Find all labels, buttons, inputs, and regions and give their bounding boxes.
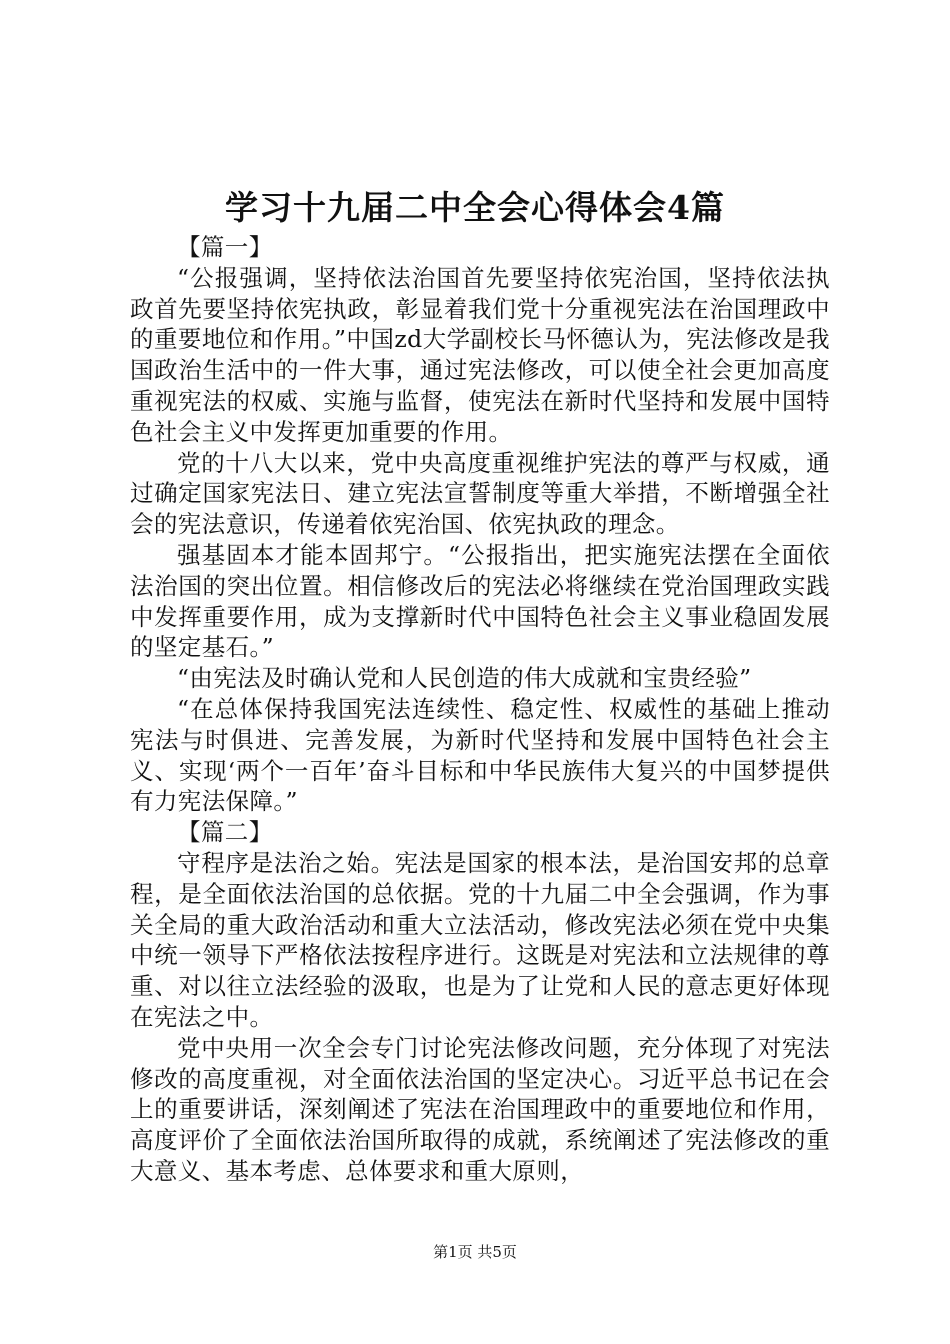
paragraph: 守程序是法治之始。宪法是国家的根本法，是治国安邦的总章程，是全面依法治国的总依据。党的十九届二中全会强调，作为事关全局的重大政治活动和重大立法活动，修改宪法必须在党中央集中统一领导下严格依法按程序进行。这既是对宪法和立法规律的尊重、对以往立法经验的汲取，也是为了让党和人民的意志更好体现在宪法之中。 [130, 848, 830, 1031]
paragraph: 强基固本才能本固邦宁。“公报指出，把实施宪法摆在全面依法治国的突出位置。相信修改后的宪法必将继续在党治国理政实践中发挥重要作用，成为支撑新时代中国特色社会主义事业稳固发展的坚定基石。” [130, 540, 830, 662]
paragraph: “在总体保持我国宪法连续性、稳定性、权威性的基础上推动宪法与时俱进、完善发展，为新时代坚持和发展中国特色社会主义、实现‘两个一百年’奋斗目标和中华民族伟大复兴的中国梦提供有力宪法保障。” [130, 694, 830, 816]
page-footer: 第1页 共5页 [433, 1243, 517, 1261]
paragraph: 党的十八大以来，党中央高度重视维护宪法的尊严与权威，通过确定国家宪法日、建立宪法宣誓制度等重大举措，不断增强全社会的宪法意识，传递着依宪治国、依宪执政的理念。 [130, 448, 830, 539]
document-title: 学习十九届二中全会心得体会4篇 [225, 188, 725, 227]
section-heading-1: 【篇一】 [177, 233, 273, 261]
paragraph: “公报强调，坚持依法治国首先要坚持依宪治国，坚持依法执政首先要坚持依宪执政，彰显着我们党十分重视宪法在治国理政中的重要地位和作用。”中国zd大学副校长马怀德认为，宪法修改是我国政治生活中的一件大事，通过宪法修改，可以使全社会更加高度重视宪法的权威、实施与监督，使宪法在新时代坚持和发展中国特色社会主义中发挥更加重要的作用。 [130, 263, 830, 446]
paragraph: 党中央用一次全会专门讨论宪法修改问题，充分体现了对宪法修改的高度重视，对全面依法治国的坚定决心。习近平总书记在会上的重要讲话，深刻阐述了宪法在治国理政中的重要地位和作用，高度评价了全面依法治国所取得的成就，系统阐述了宪法修改的重大意义、基本考虑、总体要求和重大原则， [130, 1033, 830, 1185]
section-heading-2: 【篇二】 [177, 818, 273, 847]
document-body [130, 232, 830, 1187]
paragraph: “由宪法及时确认党和人民创造的伟大成就和宝贵经验” [177, 664, 752, 693]
